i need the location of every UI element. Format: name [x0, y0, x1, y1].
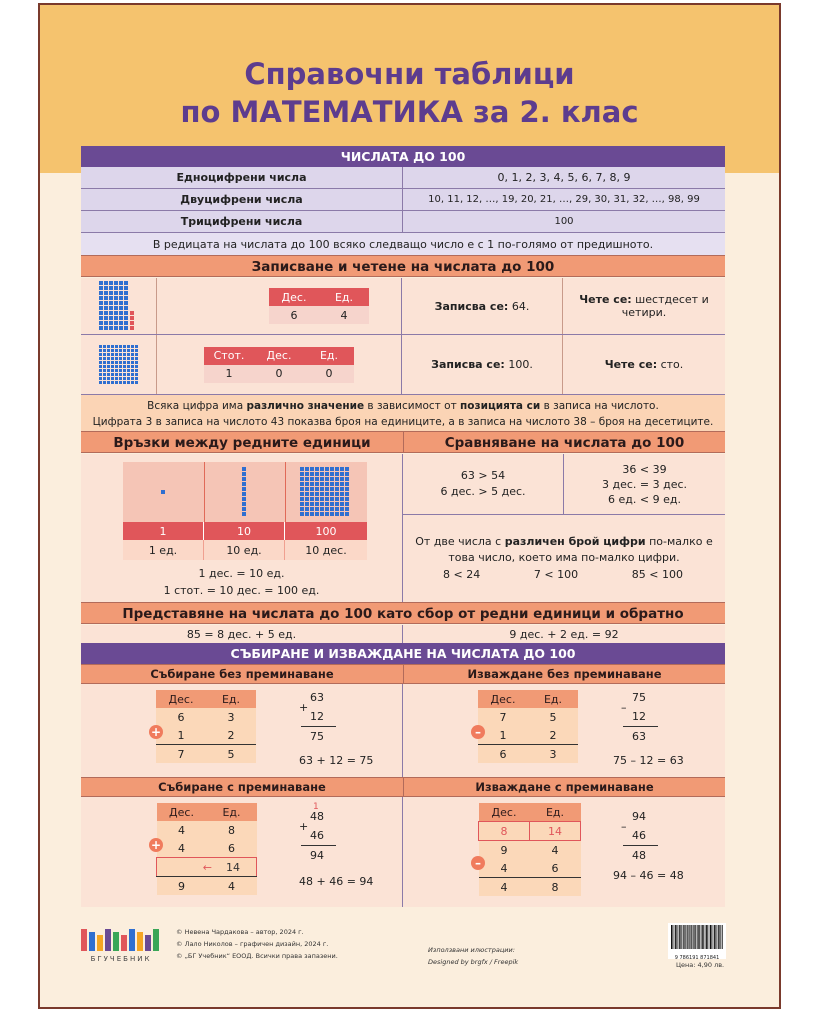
- equation: 94 – 46 = 48: [613, 869, 684, 882]
- digit: 8: [479, 822, 530, 841]
- header-units: Ед.: [304, 347, 354, 365]
- header-units: Ед.: [530, 803, 581, 822]
- column-subtraction-borrow: [623, 801, 658, 865]
- sub-no-borrow-panel: [403, 684, 725, 777]
- note-row: [81, 233, 725, 255]
- units-panel: [81, 454, 403, 602]
- note-part: различно значение: [246, 399, 365, 412]
- rule-part: по-малко е това число, което има по-малко цифри.: [448, 535, 713, 564]
- value-tens: 0: [254, 365, 304, 383]
- table-row: [81, 167, 725, 189]
- row-label: Трицифрени числа: [81, 211, 403, 232]
- digit: 6: [478, 745, 528, 764]
- copyright: [176, 926, 338, 962]
- digit: 4: [207, 877, 257, 896]
- written-64: [402, 278, 563, 334]
- note-line1: [81, 398, 725, 414]
- digit: 4: [479, 859, 530, 878]
- digit: 9: [479, 841, 530, 860]
- header-tens: Дес.: [156, 690, 206, 708]
- written-label: Записва се:: [434, 299, 509, 313]
- section-expanded-form-header: Представяне на числата до 100 като сбор от редни единици и обратно: [81, 602, 725, 624]
- value-1: 1: [123, 522, 204, 540]
- written-value: 100.: [504, 358, 533, 371]
- read-100: [563, 335, 725, 394]
- compare-line: 6 дес. > 5 дес.: [440, 485, 526, 498]
- compare-panel: [403, 454, 725, 602]
- price: Цена: 4,90 лв.: [676, 961, 725, 969]
- add-no-carry-table: [156, 690, 256, 763]
- barcode: [668, 923, 726, 959]
- table-row: [81, 211, 725, 233]
- title-line1: Справочни таблици: [244, 57, 575, 91]
- operand: 46: [301, 826, 336, 846]
- digit: 7: [156, 745, 206, 764]
- operand: 12: [623, 707, 658, 727]
- illustrations-credit: [428, 944, 518, 968]
- digit: 9: [157, 877, 207, 896]
- value-100: 100: [315, 524, 337, 538]
- header-hundreds: Стот.: [204, 347, 254, 365]
- note-text: В редицата на числата до 100 всяко следващо число е с 1 по-голямо от предишното.: [152, 237, 654, 251]
- rule-example: 7 < 100: [533, 568, 579, 581]
- row-label: Едноцифрени числа: [81, 167, 403, 188]
- read-value: шестдесет и четири.: [621, 293, 709, 319]
- ten-rod: [241, 466, 247, 518]
- books-logo-icon: [81, 923, 161, 951]
- title-line2: по МАТЕМАТИКА за 2. клас: [180, 95, 639, 129]
- compare-line: 36 < 39: [622, 462, 667, 476]
- sub-no-borrow-table: [478, 690, 578, 763]
- credit-line: Designed by brgfx / Freepik: [428, 958, 519, 966]
- equation: 48 + 46 = 94: [299, 875, 374, 888]
- page-title: [40, 55, 779, 131]
- read-64: [563, 278, 725, 334]
- minus-icon: –: [471, 725, 485, 739]
- value-units: 0: [304, 365, 354, 383]
- copyright-line: © „БГ Учебник“ ЕООД. Всички права запазени.: [176, 952, 338, 960]
- result: 48: [632, 849, 646, 862]
- compare-line: 6 ед. < 9 ед.: [608, 492, 681, 506]
- base-ten-blocks-64: [99, 280, 139, 332]
- digit-count-rule: [411, 534, 717, 566]
- written-100: [402, 335, 563, 394]
- section-units-header: Връзки между редните единици: [81, 431, 403, 453]
- operand: 94: [632, 810, 646, 823]
- digit: 4: [157, 839, 207, 858]
- place-value-table-100: [157, 335, 402, 394]
- digit: 4: [157, 821, 207, 839]
- add-carry-table: [156, 803, 257, 895]
- digit: 6: [156, 708, 206, 726]
- digit: 5: [528, 708, 578, 726]
- rule-example: 8 < 24: [443, 568, 481, 581]
- carry-row: [157, 858, 257, 877]
- equation: 75 – 12 = 63: [613, 754, 684, 767]
- digit: 4: [530, 841, 581, 860]
- digit: 1: [156, 726, 206, 745]
- digit: 7: [478, 708, 528, 726]
- digit: 3: [206, 708, 256, 726]
- operand: 46: [623, 826, 658, 846]
- read-value: сто.: [657, 358, 684, 371]
- table-row: [81, 278, 725, 335]
- operand: 12: [301, 707, 336, 727]
- row-value: 0, 1, 2, 3, 4, 5, 6, 7, 8, 9: [497, 171, 631, 184]
- place-value-table-64: [157, 278, 402, 334]
- digit: 6: [207, 839, 257, 858]
- digit: 8: [530, 878, 581, 897]
- digit: 2: [528, 726, 578, 745]
- digit: 14: [530, 822, 581, 841]
- add-no-carry-panel: [81, 684, 403, 777]
- credit-line: Използвани илюстрации:: [428, 946, 515, 954]
- operand: 75: [632, 691, 646, 704]
- header-tens: Дес.: [157, 803, 207, 821]
- digit: 6: [530, 859, 581, 878]
- rule-part: различен брой цифри: [504, 535, 646, 548]
- sub-no-borrow-title: Изваждане без преминаване: [403, 664, 725, 684]
- digit: 8: [207, 821, 257, 839]
- sub-borrow-table: [478, 803, 581, 896]
- result: 63: [632, 730, 646, 743]
- equation: 63 + 12 = 75: [299, 754, 374, 767]
- row-value: 100: [554, 216, 574, 227]
- position-note: [81, 395, 725, 432]
- header-units: Ед.: [206, 690, 256, 708]
- note-part: Всяка цифра има: [147, 399, 247, 412]
- digit: 2: [206, 726, 256, 745]
- plus-icon: +: [150, 725, 162, 739]
- units-names-row: [123, 540, 367, 560]
- unit-name: 10 ед.: [204, 540, 285, 560]
- digit: 5: [206, 745, 256, 764]
- blocks-64-image: [81, 278, 157, 334]
- header-tens: Дес.: [254, 347, 304, 365]
- equation: 1 стот. = 10 дес. = 100 ед.: [163, 584, 320, 597]
- place-value-table: [204, 347, 354, 383]
- compare-example-1: [403, 454, 564, 515]
- rule-example: 85 < 100: [631, 568, 683, 581]
- note-part: позицията си: [460, 399, 541, 412]
- header-units: Ед.: [207, 803, 257, 821]
- value-units: 4: [319, 306, 369, 324]
- publisher-logo: [81, 923, 161, 963]
- value-hundreds: 1: [204, 365, 254, 383]
- op-sign: +: [299, 820, 309, 833]
- table-row: [81, 189, 725, 211]
- header-tens: Дес.: [479, 803, 530, 822]
- op-sign: –: [621, 701, 627, 714]
- units-values-row: [123, 522, 367, 540]
- result: 75: [310, 730, 324, 743]
- compare-line: 3 дес. = 3 дес.: [601, 477, 688, 491]
- written-label: Записва се:: [431, 358, 505, 371]
- unit-cube: [161, 490, 165, 494]
- compare-line: 63 > 54: [460, 469, 506, 482]
- place-value-table: [269, 288, 369, 324]
- minus-icon: –: [471, 856, 485, 870]
- base-ten-blocks-100: [98, 344, 140, 386]
- read-label: Чете се:: [579, 293, 632, 306]
- section-numbers-header: ЧИСЛАТА ДО 100: [81, 146, 725, 167]
- rule-part: От две числа с: [415, 535, 505, 548]
- add-carry-panel: [81, 797, 403, 907]
- note-part: в записа на числото.: [540, 399, 659, 412]
- unit-name: 1 ед.: [123, 540, 204, 560]
- sub-borrow-panel: [403, 797, 725, 907]
- poster: [38, 3, 781, 1009]
- plus-icon: +: [150, 838, 162, 852]
- add-carry-title: Събиране с преминаване: [81, 777, 403, 797]
- blocks-100-image: [81, 335, 157, 394]
- units-illustration: [123, 462, 367, 522]
- digit: 3: [528, 745, 578, 764]
- table-row: [81, 335, 725, 395]
- logo-text: БГУЧЕБНИК: [90, 955, 152, 963]
- expanded-form-row: [81, 625, 725, 643]
- section-add-sub-header: СЪБИРАНЕ И ИЗВАЖДАНЕ НА ЧИСЛАТА ДО 100: [81, 643, 725, 664]
- column-addition-carry: [301, 801, 336, 865]
- isbn: 9 786191 871841: [674, 955, 720, 961]
- column-addition: [301, 688, 336, 746]
- barcode-icon: [668, 923, 726, 951]
- compare-example-2: [564, 454, 725, 515]
- rule-examples: [443, 568, 683, 581]
- sub-borrow-title: Изваждане с преминаване: [403, 777, 725, 797]
- header-tens: Дес.: [478, 690, 528, 708]
- carry-digit: 1: [313, 802, 319, 812]
- header-tens: Дес.: [269, 288, 319, 306]
- header-units: Ед.: [528, 690, 578, 708]
- section-write-read-header: Записване и четене на числата до 100: [81, 255, 725, 277]
- header-units: Ед.: [319, 288, 369, 306]
- column-subtraction: [623, 688, 658, 746]
- operand: 63: [310, 691, 324, 704]
- written-value: 64.: [508, 299, 530, 313]
- digit: 14: [226, 860, 240, 874]
- hundred-flat: [299, 466, 351, 518]
- unit-name: 10 дес.: [305, 543, 347, 557]
- read-label: Чете се:: [604, 358, 658, 371]
- digit: 4: [479, 878, 530, 897]
- value-10: 10: [204, 522, 285, 540]
- section-compare-header: Сравняване на числата до 100: [403, 431, 725, 453]
- add-no-carry-title: Събиране без преминаване: [81, 664, 403, 684]
- carry-arrow-icon: ←: [202, 860, 212, 874]
- expanded-right: 9 дес. + 2 ед. = 92: [509, 627, 619, 641]
- equation: 1 дес. = 10 ед.: [198, 567, 285, 580]
- copyright-line: © Лало Николов – графичен дизайн, 2024 г.: [176, 940, 329, 948]
- row-value: 10, 11, 12, …, 19, 20, 21, …, 29, 30, 31, 32, …, 98, 99: [428, 194, 700, 205]
- value-tens: 6: [269, 306, 319, 324]
- row-label: Двуцифрени числа: [81, 189, 403, 210]
- expanded-left: 85 = 8 дес. + 5 ед.: [81, 625, 403, 643]
- op-sign: +: [299, 701, 309, 714]
- op-sign: –: [621, 820, 627, 833]
- note-part: в зависимост от: [364, 399, 461, 412]
- unit-equations: [81, 565, 402, 599]
- digit: 1: [478, 726, 528, 745]
- copyright-line: © Невена Чардакова – автор, 2024 г.: [176, 928, 304, 936]
- operand: 48: [310, 810, 324, 823]
- result: 94: [310, 849, 324, 862]
- note-line2: Цифрата 3 в записа на числото 43 показва броя на единиците, а в записа на числото 38 – броя на десетиците.: [92, 415, 714, 428]
